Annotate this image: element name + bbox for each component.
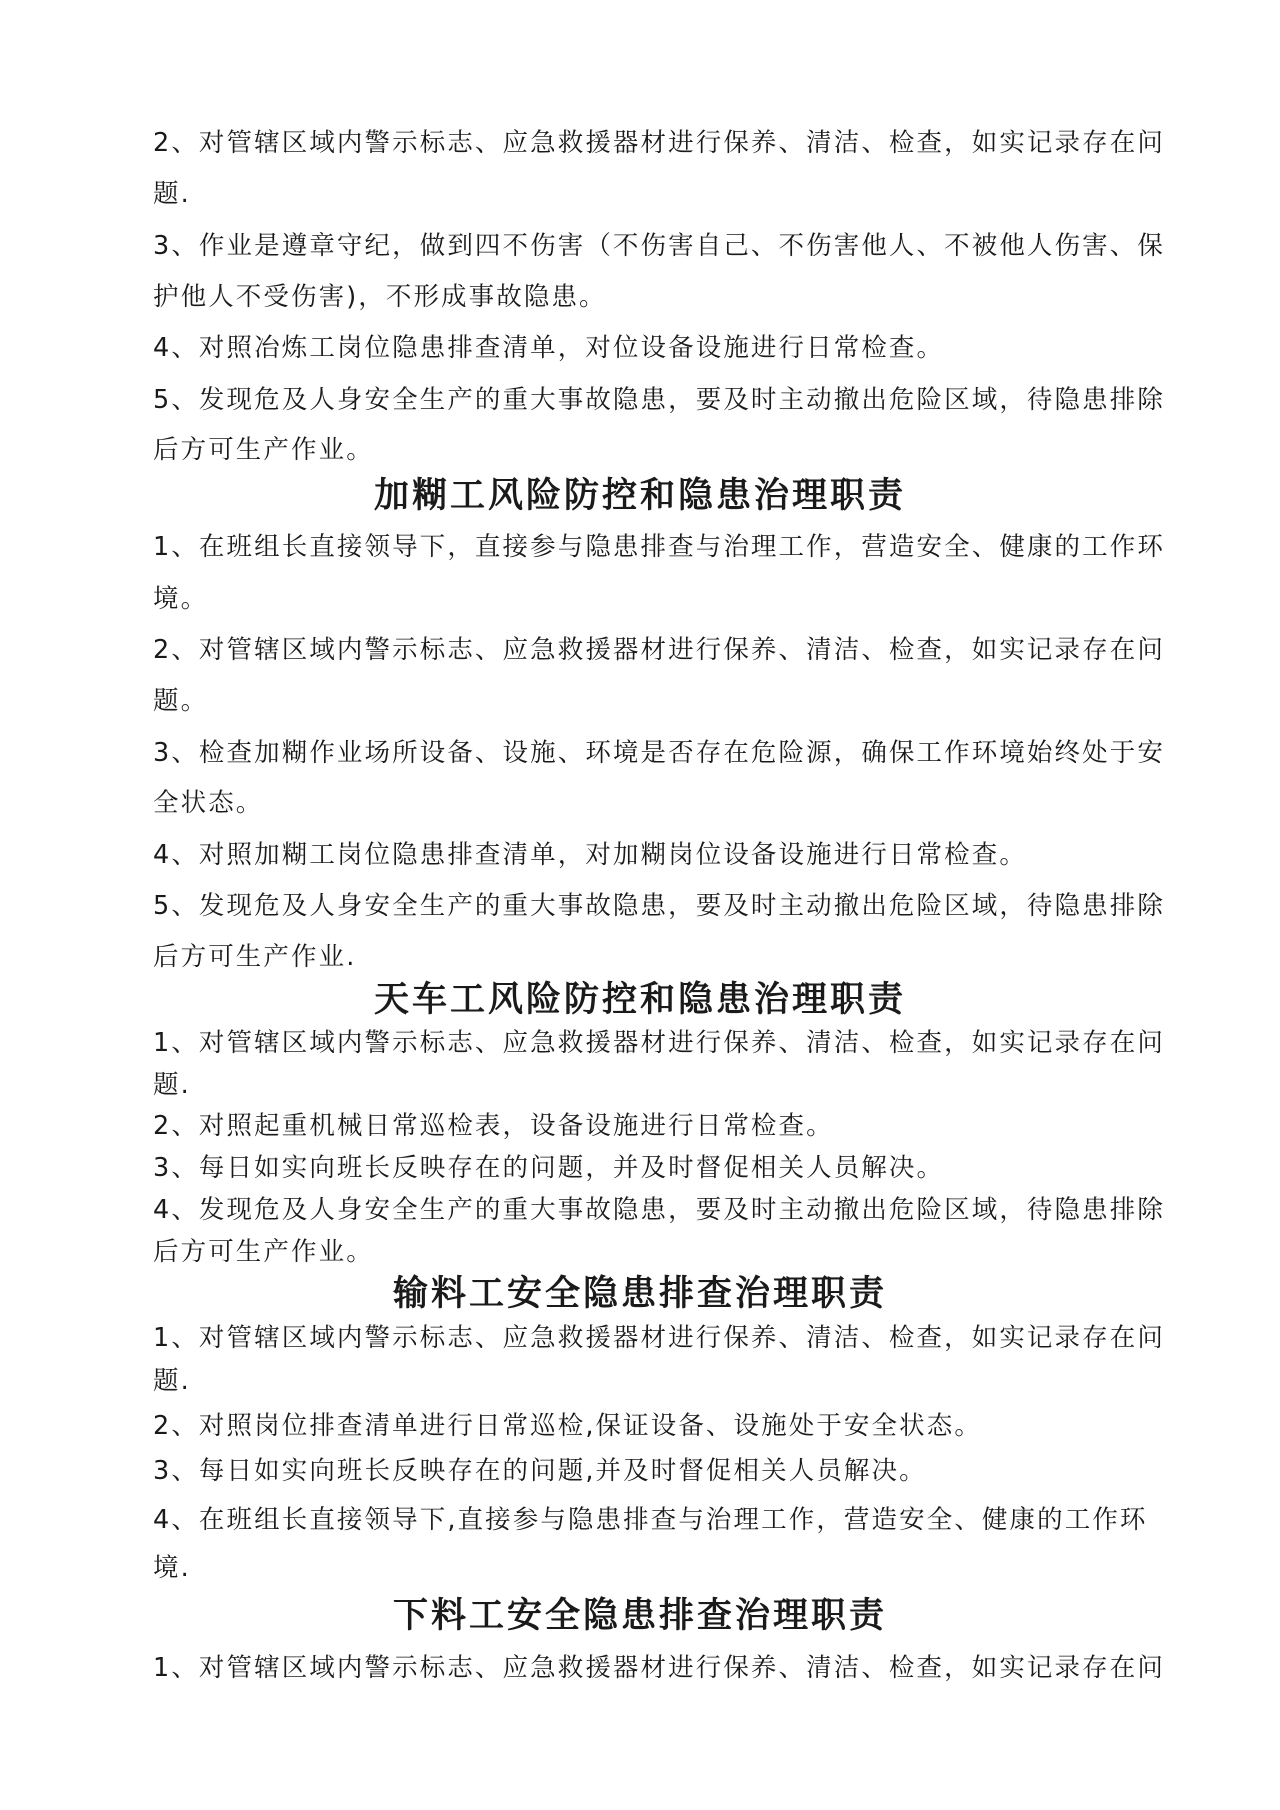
- section-line: 3、每日如实向班长反映存在的问题,并及时督促相关人员解决。: [153, 1456, 927, 1486]
- intro-line: 题.: [153, 179, 191, 209]
- intro-line: 后方可生产作业。: [153, 435, 374, 465]
- section-title: 下料工安全隐患排查治理职责: [392, 1595, 887, 1636]
- intro-line: 5、发现危及人身安全生产的重大事故隐患，要及时主动撤出危险区域，待隐患排除: [153, 385, 1165, 415]
- section-line: 4、在班组长直接领导下,直接参与隐患排查与治理工作，营造安全、健康的工作环: [153, 1505, 1148, 1535]
- section-line: 题。: [153, 686, 209, 716]
- intro-line: 护他人不受伤害)，不形成事故隐患。: [153, 282, 607, 312]
- section-line: 2、对照岗位排查清单进行日常巡检,保证设备、设施处于安全状态。: [153, 1411, 982, 1441]
- section-line: 4、发现危及人身安全生产的重大事故隐患，要及时主动撤出危险区域，待隐患排除: [153, 1195, 1165, 1225]
- section-line: 3、每日如实向班长反映存在的问题，并及时督促相关人员解决。: [153, 1153, 945, 1183]
- section-line: 境.: [153, 1553, 191, 1583]
- section-line: 1、对管辖区域内警示标志、应急救援器材进行保养、清洁、检查，如实记录存在问: [153, 1653, 1165, 1683]
- section-line: 全状态。: [153, 788, 264, 818]
- section-line: 1、在班组长直接领导下，直接参与隐患排查与治理工作，营造安全、健康的工作环: [153, 532, 1165, 562]
- section-title: 天车工风险防控和隐患治理职责: [373, 979, 906, 1020]
- section-line: 1、对管辖区域内警示标志、应急救援器材进行保养、清洁、检查，如实记录存在问: [153, 1028, 1165, 1058]
- section-line: 题.: [153, 1366, 191, 1396]
- section-line: 题.: [153, 1070, 191, 1100]
- section-title: 输料工安全隐患排查治理职责: [392, 1273, 887, 1314]
- section-line: 2、对管辖区域内警示标志、应急救援器材进行保养、清洁、检查，如实记录存在问: [153, 635, 1165, 665]
- section-line: 4、对照加糊工岗位隐患排查清单，对加糊岗位设备设施进行日常检查。: [153, 840, 1027, 870]
- section-line: 后方可生产作业.: [153, 942, 357, 972]
- section-line: 后方可生产作业。: [153, 1237, 374, 1267]
- section-title: 加糊工风险防控和隐患治理职责: [373, 475, 906, 516]
- section-line: 境。: [153, 584, 209, 614]
- section-line: 5、发现危及人身安全生产的重大事故隐患，要及时主动撤出危险区域，待隐患排除: [153, 891, 1165, 921]
- section-line: 1、对管辖区域内警示标志、应急救援器材进行保养、清洁、检查，如实记录存在问: [153, 1323, 1165, 1353]
- intro-line: 3、作业是遵章守纪，做到四不伤害（不伤害自己、不伤害他人、不被他人伤害、保: [153, 231, 1165, 261]
- intro-line: 2、对管辖区域内警示标志、应急救援器材进行保养、清洁、检查，如实记录存在问: [153, 128, 1165, 158]
- intro-line: 4、对照冶炼工岗位隐患排查清单，对位设备设施进行日常检查。: [153, 333, 945, 363]
- section-line: 3、检查加糊作业场所设备、设施、环境是否存在危险源，确保工作环境始终处于安: [153, 738, 1165, 768]
- section-line: 2、对照起重机械日常巡检表，设备设施进行日常检查。: [153, 1111, 834, 1141]
